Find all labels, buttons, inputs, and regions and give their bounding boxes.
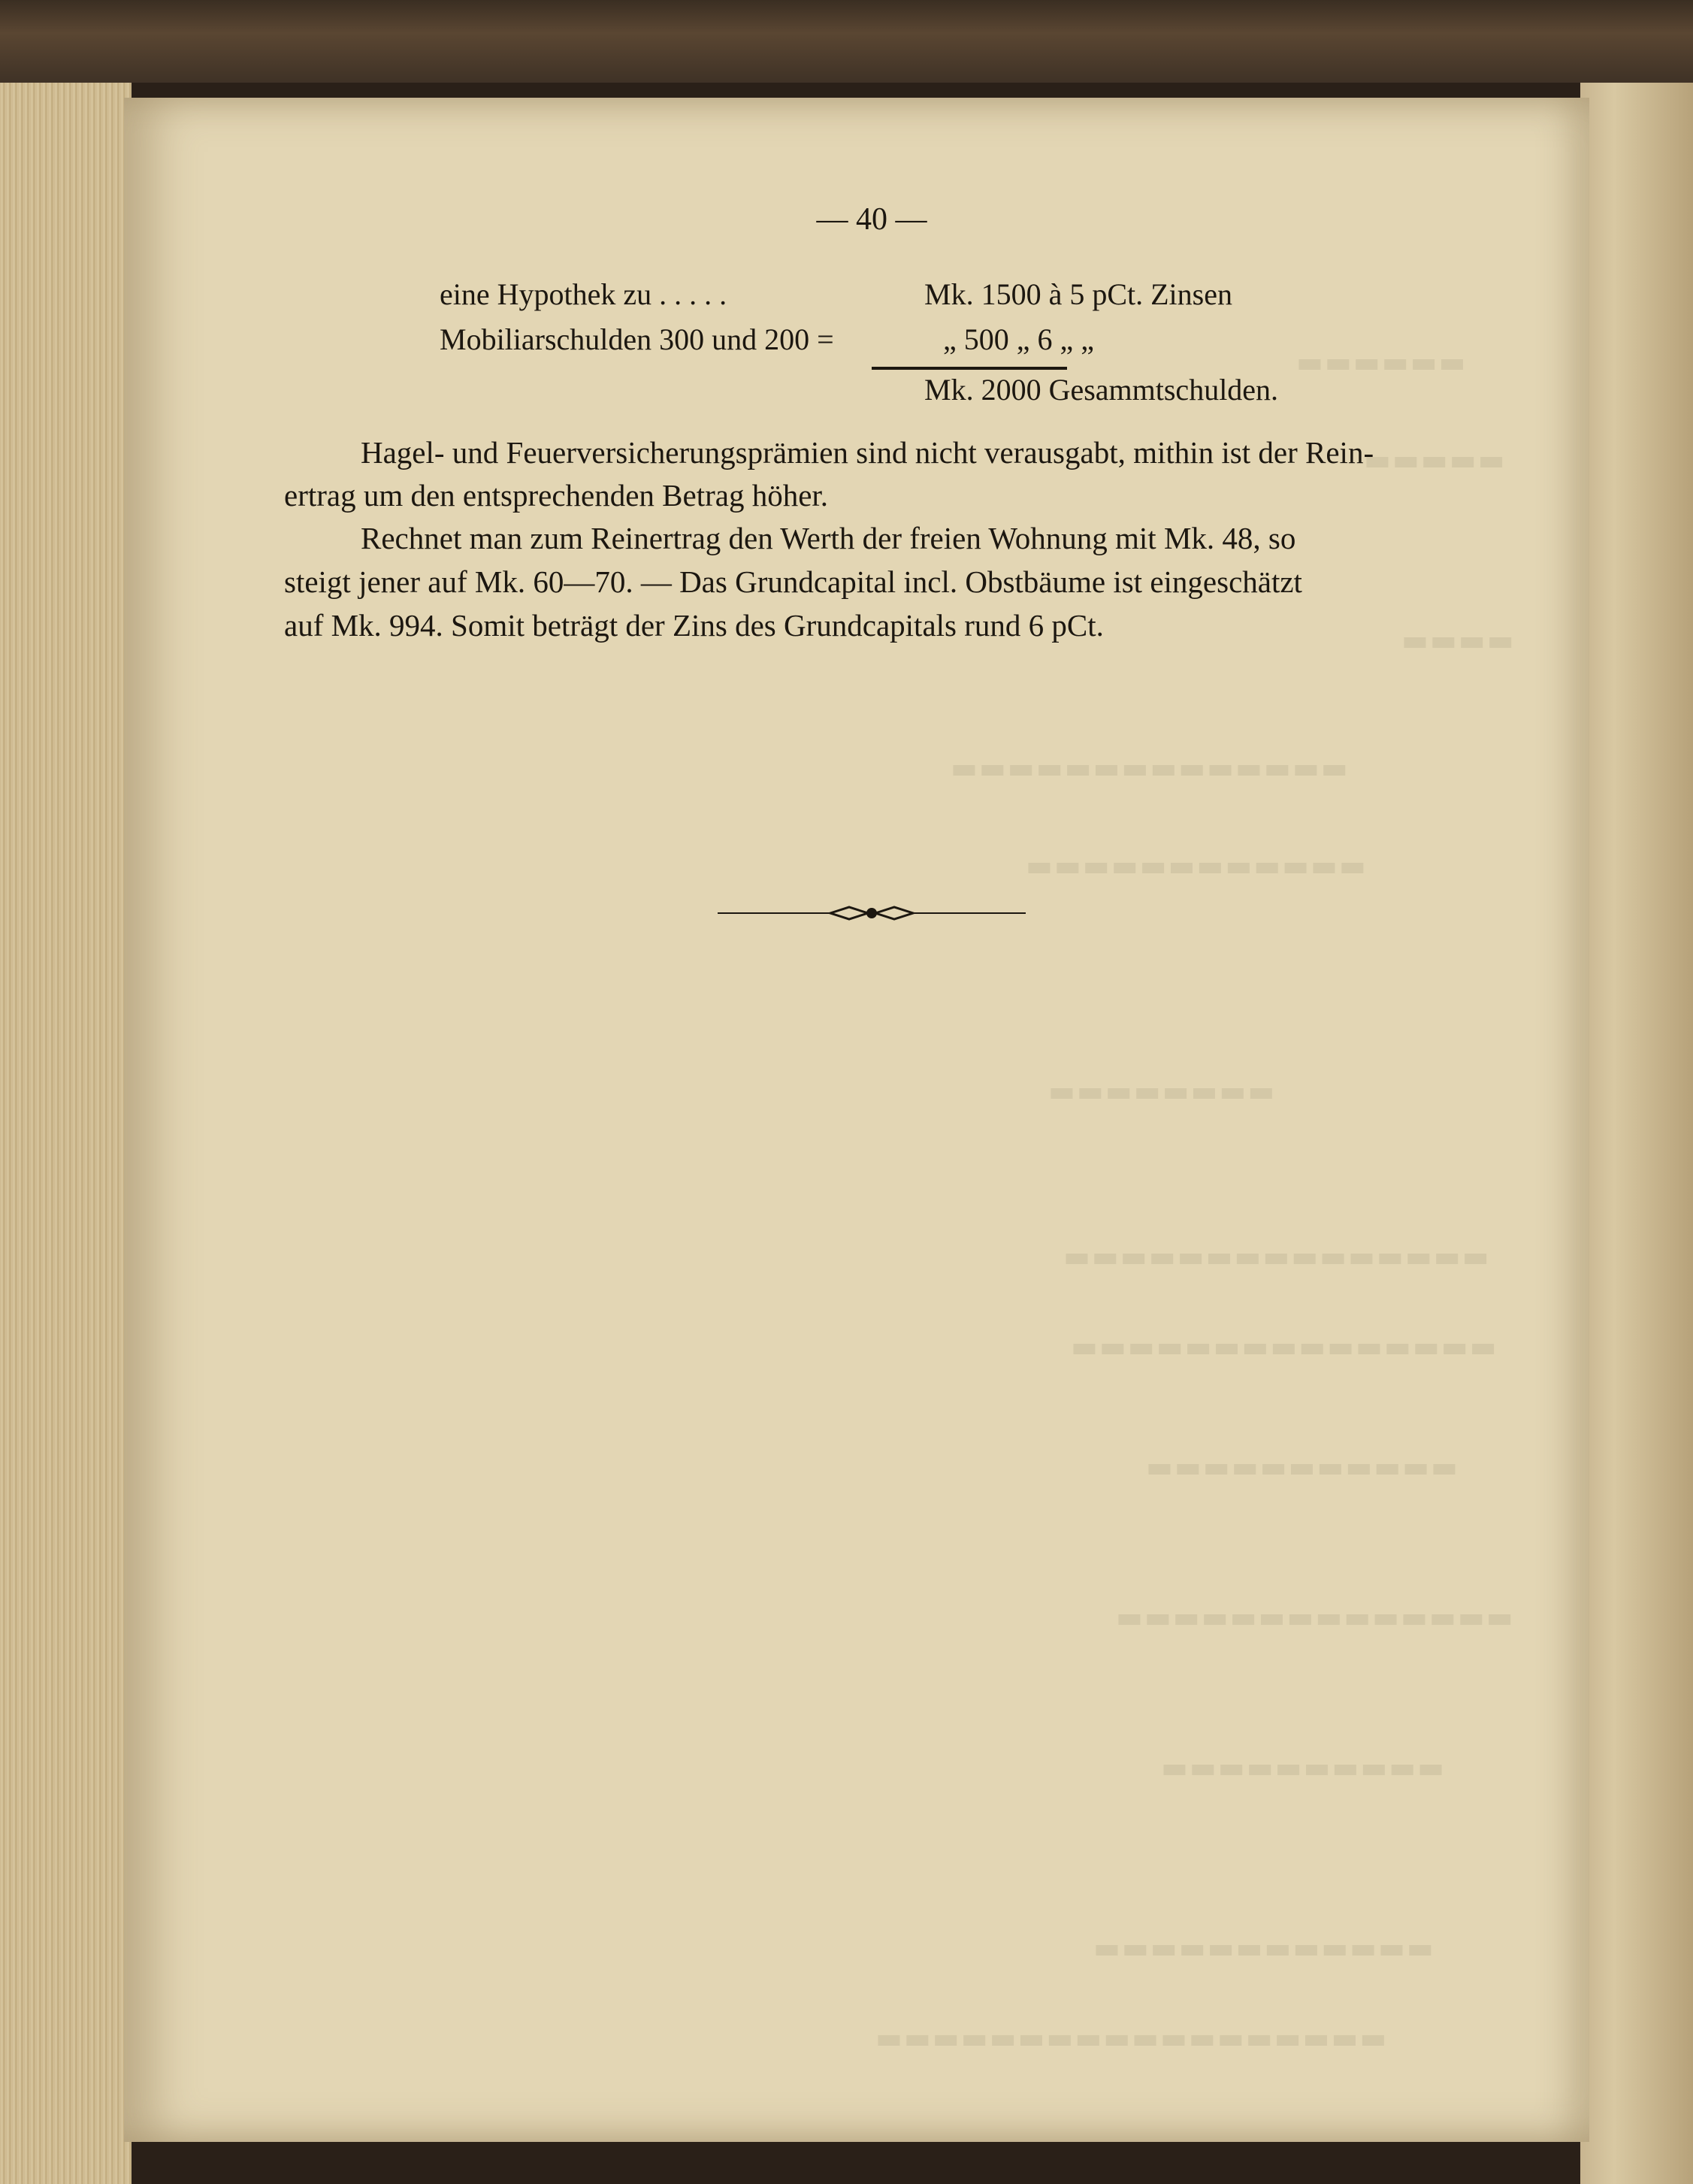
debt-furniture-label: Mobiliarschulden 300 und 200 =	[440, 322, 834, 356]
bleed-through: ▬▬▬▬▬▬▬▬▬▬	[1161, 1751, 1447, 1784]
bleed-through: ▬▬▬▬▬▬	[1296, 346, 1468, 379]
bleed-through: ▬▬▬▬▬	[1364, 443, 1507, 476]
paragraph-line: steigt jener auf Mk. 60—70. — Das Grundcapital incl. Obstbäume ist eingeschätzt	[284, 564, 1302, 599]
bleed-through: ▬▬▬▬▬▬▬▬▬▬▬▬▬▬▬	[1063, 1240, 1491, 1273]
bleed-through: ▬▬▬▬▬▬▬▬▬▬▬▬	[1093, 1931, 1435, 1965]
sum-rule	[872, 367, 1067, 370]
debt-furniture-amount: „ 500 „ 6 „ „	[943, 322, 1095, 356]
bleed-through: ▬▬▬▬▬▬▬▬▬▬▬▬▬▬	[1116, 1601, 1515, 1634]
paragraph-line: ertrag um den entsprechenden Betrag höher.	[284, 478, 829, 513]
paragraph-line: auf Mk. 994. Somit beträgt der Zins des Grundcapitals rund 6 pCt.	[284, 608, 1104, 643]
debt-total: Mk. 2000 Gesammtschulden.	[924, 373, 1279, 407]
bleed-through: ▬▬▬▬	[1401, 624, 1516, 657]
book-page	[124, 98, 1589, 2142]
page-number: — 40 —	[816, 202, 927, 237]
page-stack-left	[0, 83, 132, 2184]
paragraph-line: Rechnet man zum Reinertrag den Werth der freien Wohnung mit Mk. 48, so	[361, 521, 1296, 555]
section-ornament	[718, 902, 1026, 924]
book-top-edge	[0, 0, 1693, 83]
debt-mortgage-amount: Mk. 1500 à 5 pCt. Zinsen	[924, 277, 1232, 311]
paragraph-line: Hagel- und Feuerversicherungsprämien sind nicht verausgabt, mithin ist der Rein-	[361, 435, 1374, 470]
bleed-through: ▬▬▬▬▬▬▬▬▬▬▬▬▬▬	[951, 752, 1350, 785]
bleed-through: ▬▬▬▬▬▬▬▬▬▬▬▬	[1026, 849, 1368, 882]
bleed-through: ▬▬▬▬▬▬▬▬	[1048, 1075, 1277, 1108]
bleed-through: ▬▬▬▬▬▬▬▬▬▬▬▬▬▬▬	[1071, 1330, 1498, 1363]
debt-mortgage-label: eine Hypothek zu . . . . .	[440, 277, 727, 311]
bleed-through: ▬▬▬▬▬▬▬▬▬▬▬▬▬▬▬▬▬▬	[875, 2022, 1389, 2055]
bleed-through: ▬▬▬▬▬▬▬▬▬▬▬	[1146, 1450, 1459, 1484]
page-stack-right	[1580, 83, 1693, 2184]
